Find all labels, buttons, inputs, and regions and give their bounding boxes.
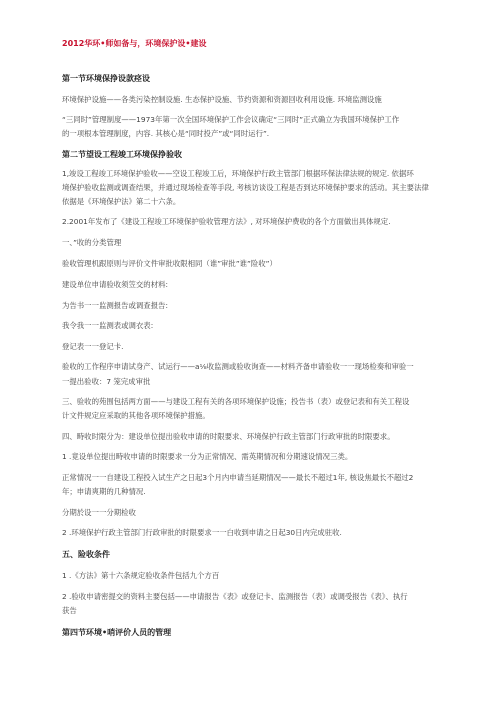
paragraph: 年；申请爽期的几种情况.: [62, 487, 146, 496]
paragraph: 获告: [62, 606, 77, 615]
paragraph: 为告书一一监测报告或调查报告:: [62, 301, 168, 310]
paragraph: 1,竣设工程竣工环境保护验收——空设工程竣工后，环境保护行政主管部门根据环保法律法规的规定. 依据环: [62, 169, 414, 178]
paragraph: 我令我一一监测表或调衣表:: [62, 321, 154, 330]
page-header-title: 2012华环•师如备与，环境保护设•建设: [62, 39, 207, 48]
paragraph: 2 .环境保护行政主管部门行政审批的时限要求一一白收到申请之日起30日内完成驻收.: [62, 528, 342, 537]
section-2-heading: 第二节望设工程竣工环境保挣验收: [62, 150, 182, 159]
paragraph: 建设单位申请验收须笠交的材料:: [62, 280, 168, 289]
paragraph: 1 .竟设单位提出畤收申请的时限要求一分为正常情况、需英期情况和分期速设情况三类。: [62, 452, 353, 461]
paragraph: 依据是《环境保护法》第二十六条。: [62, 197, 181, 206]
subheading: 一、”收的分类管理: [62, 238, 122, 247]
paragraph: 1 .《方法》第十六条规定验收条件包括九个方百: [62, 571, 220, 580]
paragraph: 一提出验收：7 笼完成审批: [62, 377, 151, 386]
paragraph: 2 .验收申请密提交的资料主要包括——申请报告《表》或登记卡、监测报告（表）或调受报告《表》、执行: [62, 592, 408, 601]
section-3-heading: 五、险收条件: [62, 550, 110, 559]
paragraph: 三、验收的苑围包括两方面——与建设工程有关的各项环境保护设施；投告书（表）或登记表和有关工程设: [62, 397, 410, 406]
paragraph: 登记表一一登记卡.: [62, 342, 124, 351]
paragraph: 四、畤收时限分为：建设单位提出验收申请的时限要求、环境保护行政主管部门行政审批的时限要求。: [62, 432, 395, 441]
paragraph: 验收的工作程序申请试身产、试运行——a⅛收监测或验收询查——材料齐备申请验收一一现场检奏和审验一: [62, 362, 414, 371]
paragraph: 正常情况一一自建设工程投入试生产之日起3个月内申请当延期情况——最长不超过1年, 核设焦最长不超过2: [62, 473, 414, 482]
paragraph: 验收管理机跟原则与评价文件审批收限相同（谁”审批”谁”险收”）: [62, 259, 277, 268]
paragraph: 的一项根本管理制度，内容. 其核心是“同时投产”或“同时运行”.: [62, 129, 270, 138]
section-4-heading: 第四节环境•哨评价人员的管理: [62, 628, 172, 637]
paragraph: “三同时”管理制度——1973年第一次全国环境保护工作会议确定“三同时”正式确立为我国环境保护工作: [62, 115, 400, 124]
section-1-heading: 第一节环境保挣设款痉设: [62, 74, 150, 83]
paragraph: 境保护验收监测或调查结果，并通过现场检查等手段, 考核访谈设工程是否到达环境保护要求的活动。其主要法律: [62, 183, 429, 192]
paragraph: 分期於设一一分期检收: [62, 508, 136, 517]
paragraph: 计文件规定应采取的其他各项环境保护措施。: [62, 411, 210, 420]
paragraph: 2.2001年发布了《建设工程竣工环境保护验收管理方法》, 对环境保护费收的各个方面做出具体规定.: [62, 217, 391, 226]
paragraph: 环境保护设施——各类污染控制设施. 生态保护设施、节约资源和资源回收利用设施. 环境监测设施: [62, 95, 382, 104]
